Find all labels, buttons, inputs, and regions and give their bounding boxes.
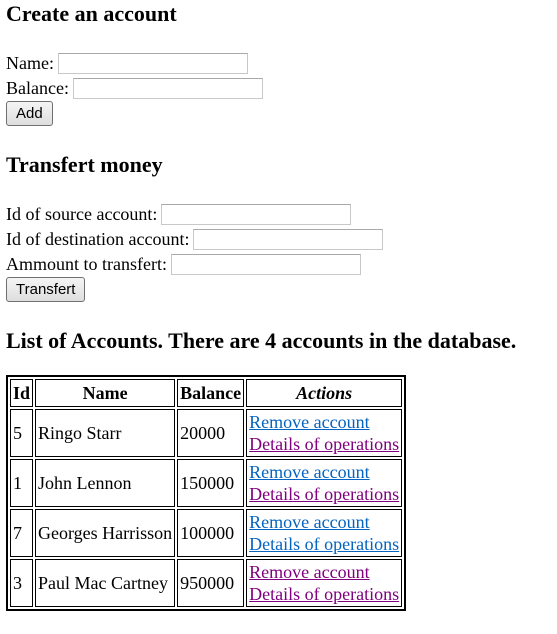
column-header-actions: Actions [246,379,402,407]
destination-account-row [6,226,383,251]
column-header-id: Id [10,379,33,407]
account-actions [246,559,402,607]
details-of-operations-link[interactable]: Details of operations [249,484,400,504]
account-name: Paul Mac Cartney [35,559,175,607]
name-label: Name: [6,53,54,74]
create-account-heading: Create an account [6,1,177,26]
balance-input[interactable] [73,78,263,99]
table-row [10,559,402,607]
details-of-operations-link[interactable]: Details of operations [249,434,400,454]
amount-row [6,251,361,276]
account-actions [246,459,402,507]
destination-account-label: Id of destination account: [6,229,190,250]
account-name: Georges Harrisson [35,509,175,557]
table-row [10,409,402,457]
remove-account-link[interactable]: Remove account [249,462,370,482]
source-account-input[interactable] [161,204,351,225]
transfer-button[interactable]: Transfert [6,277,85,302]
source-account-row [6,201,351,226]
account-name: John Lennon [35,459,175,507]
amount-label: Ammount to transfert: [6,254,167,275]
account-id: 3 [10,559,33,607]
details-of-operations-link[interactable]: Details of operations [249,534,400,554]
source-account-label: Id of source account: [6,204,158,225]
balance-row [6,75,263,100]
account-balance: 150000 [177,459,244,507]
accounts-table [6,375,406,611]
destination-account-input[interactable] [193,229,383,250]
table-row [10,509,402,557]
name-row [6,50,248,75]
account-actions [246,509,402,557]
account-name: Ringo Starr [35,409,175,457]
name-input[interactable] [58,53,248,74]
account-id: 1 [10,459,33,507]
account-balance: 100000 [177,509,244,557]
account-actions [246,409,402,457]
table-header-row [10,379,402,407]
transfer-money-heading: Transfert money [6,152,163,177]
table-row [10,459,402,507]
details-of-operations-link[interactable]: Details of operations [249,584,400,604]
remove-account-link[interactable]: Remove account [249,512,370,532]
column-header-balance: Balance [177,379,244,407]
balance-label: Balance: [6,78,69,99]
accounts-list-heading: List of Accounts. There are 4 accounts in the database. [6,328,517,353]
account-balance: 950000 [177,559,244,607]
account-balance: 20000 [177,409,244,457]
remove-account-link[interactable]: Remove account [249,562,370,582]
amount-input[interactable] [171,254,361,275]
add-button[interactable]: Add [6,101,53,126]
account-id: 5 [10,409,33,457]
column-header-name: Name [35,379,175,407]
account-id: 7 [10,509,33,557]
remove-account-link[interactable]: Remove account [249,412,370,432]
